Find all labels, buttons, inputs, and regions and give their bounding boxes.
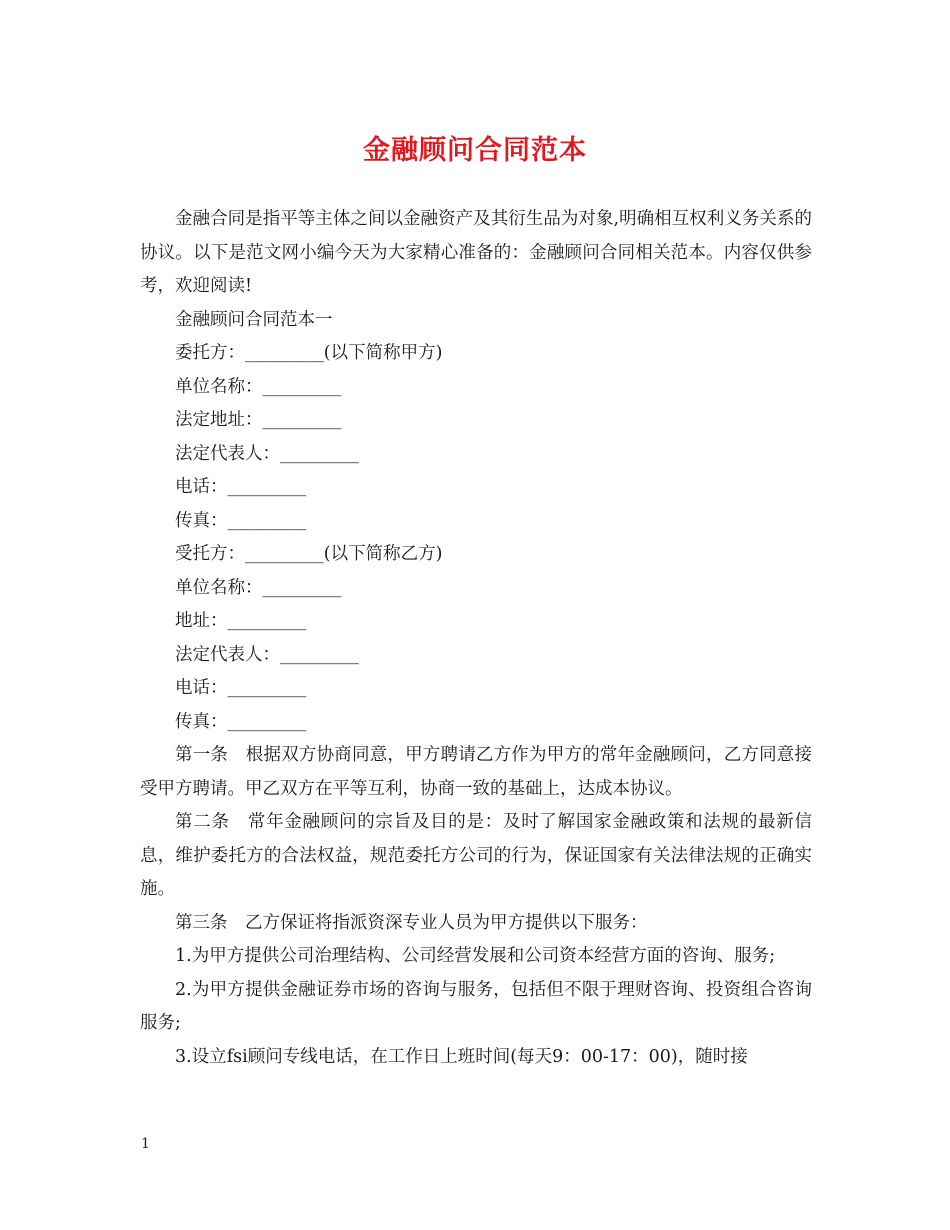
service-item-3: 3.设立fsi顾问专线电话，在工作日上班时间(每天9：00-17：00)，随时接 <box>175 1046 748 1067</box>
contractor-phone: 电话：_________ <box>175 678 307 698</box>
article-3: 第三条 乙方保证将指派资深专业人员为甲方提供以下服务： <box>175 912 648 933</box>
article-2: 第二条 常年金融顾问的宗旨及目的是：及时了解国家金融政策和法规的最新信息，维护委托方的合法权益，规范委托方公司的行为，保证国家有关法律法规的正确实施。 <box>140 812 812 899</box>
contractor-fax: 传真：_________ <box>175 711 307 732</box>
contractor-company-name: 单位名称：_________ <box>175 577 342 598</box>
client-line: 委托方：_________(以下简称甲方) <box>175 343 443 363</box>
contractor-line: 受托方：_________(以下简称乙方) <box>175 544 443 564</box>
service-item-2: 2.为甲方提供金融证券市场的咨询与服务，包括但不限于理财咨询、投资组合咨询服务; <box>140 979 812 1033</box>
service-item-1: 1.为甲方提供公司治理结构、公司经营发展和公司资本经营方面的咨询、服务; <box>175 946 776 966</box>
client-fax: 传真：_________ <box>175 510 307 531</box>
client-company-name: 单位名称：_________ <box>175 376 342 397</box>
contractor-address: 地址：_________ <box>175 611 307 631</box>
page-number: 1 <box>141 1136 150 1152</box>
client-legal-representative: 法定代表人：_________ <box>175 443 359 464</box>
article-1: 第一条 根据双方协商同意，甲方聘请乙方作为甲方的常年金融顾问，乙方同意接受甲方聘请。甲乙双方在平等互利，协商一致的基础上，达成本协议。 <box>140 745 812 799</box>
client-legal-address: 法定地址：_________ <box>175 410 342 430</box>
document-body <box>140 203 812 1074</box>
contractor-legal-representative: 法定代表人：_________ <box>175 644 359 665</box>
page-title: 金融顾问合同范本 <box>363 135 587 166</box>
client-phone: 电话：_________ <box>175 477 307 497</box>
intro-paragraph: 金融合同是指平等主体之间以金融资产及其衍生品为对象,明确相互权利义务关系的协议。以下是范文网小编今天为大家精心准备的：金融顾问合同相关范本。内容仅供参考，欢迎阅读! <box>140 209 812 296</box>
section-heading: 金融顾问合同范本一 <box>175 309 333 330</box>
